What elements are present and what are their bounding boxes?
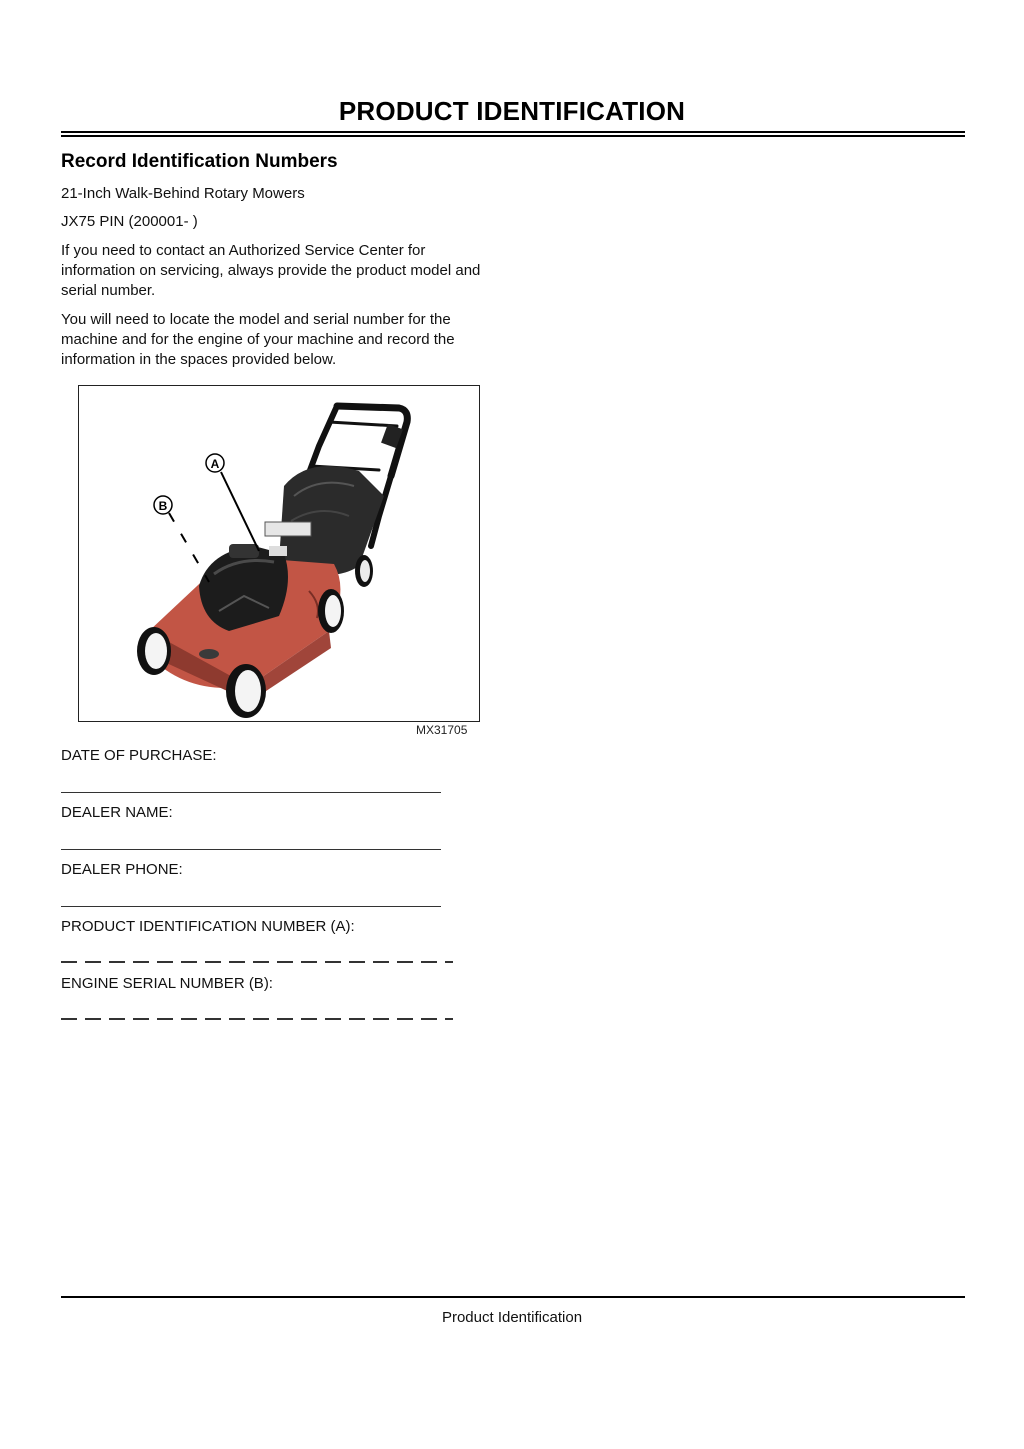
model-description: 21-Inch Walk-Behind Rotary Mowers [61,185,305,202]
figure-code: MX31705 [416,723,468,737]
dealer-name-label: DEALER NAME: [61,804,173,821]
footer-divider [61,1296,965,1298]
title-divider [61,131,965,137]
dealer-name-line[interactable] [61,849,441,850]
pin-label: PRODUCT IDENTIFICATION NUMBER (A): [61,918,355,935]
pin-range: JX75 PIN (200001- ) [61,213,198,230]
date-of-purchase-label: DATE OF PURCHASE: [61,747,217,764]
mower-figure [78,385,480,722]
pin-entry-dashes[interactable] [61,961,453,963]
callout-b-label: B [158,499,168,513]
engine-serial-label: ENGINE SERIAL NUMBER (B): [61,975,273,992]
dealer-phone-line[interactable] [61,906,441,907]
section-heading: Record Identification Numbers [61,151,338,172]
callout-a [206,454,259,551]
dealer-phone-label: DEALER PHONE: [61,861,183,878]
engine-serial-entry-dashes[interactable] [61,1018,453,1020]
mower-illustration [79,386,479,721]
footer-text: Product Identification [441,1309,583,1326]
callout-b [154,496,209,582]
callout-a-label: A [210,457,220,471]
locate-numbers-paragraph: You will need to locate the model and serial number for the machine and for the engine of your machine and record the information in the spaces provided below. [61,311,455,368]
service-center-paragraph: If you need to contact an Authorized Service Center for information on servicing, always provide the product model and serial number. [61,242,481,299]
page-title: PRODUCT IDENTIFICATION [338,96,686,126]
date-of-purchase-line[interactable] [61,792,441,793]
